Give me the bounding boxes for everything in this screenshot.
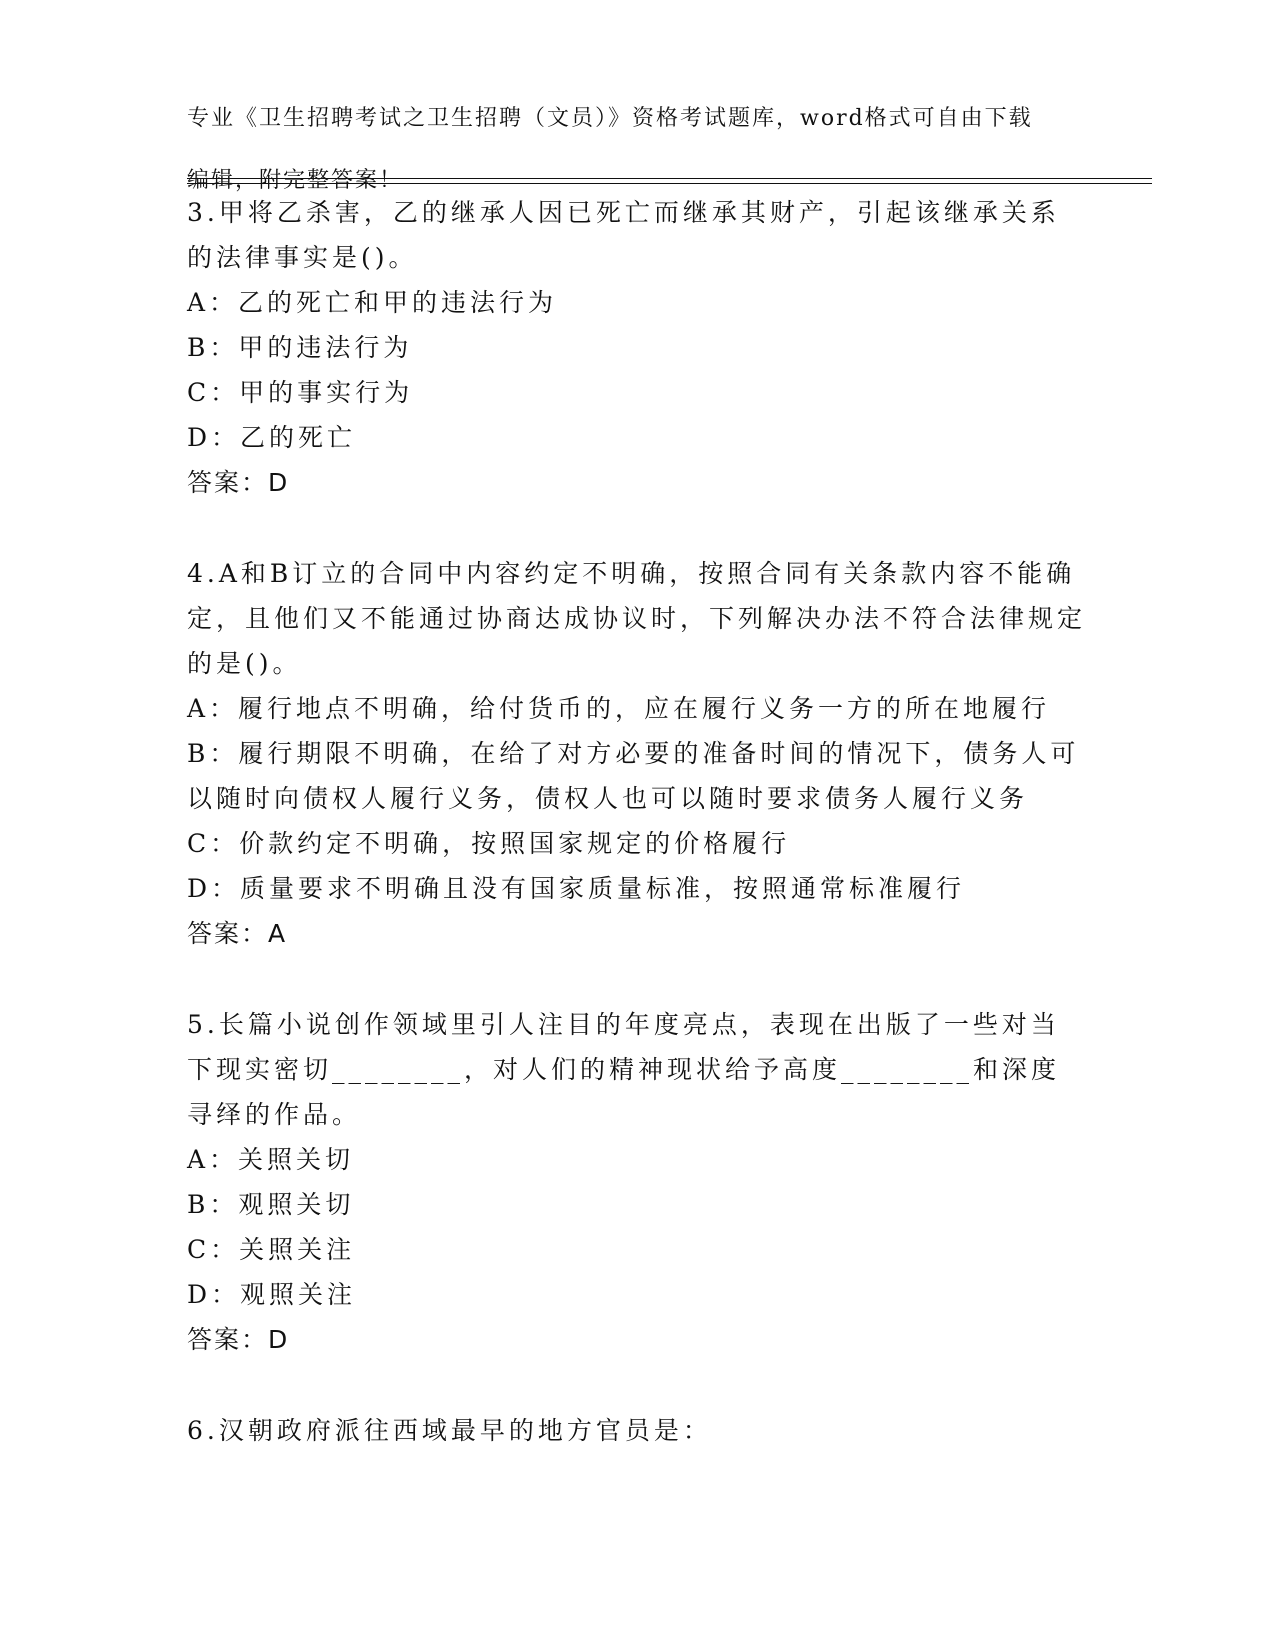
answer-label: 答案：A [187,919,288,948]
question-list [187,190,1087,1499]
option-b: B：观照关切 [187,1190,355,1219]
header-divider-bottom [187,183,1152,184]
header-line-2: 编辑，附完整答案！ [187,168,404,193]
option-a: A：履行地点不明确，给付货币的，应在履行义务一方的所在地履行 [187,694,1051,723]
option-c: C：甲的事实行为 [187,378,414,407]
answer-label: 答案：D [187,1325,290,1354]
question-6 [187,1408,1087,1453]
option-c: C：价款约定不明确，按照国家规定的价格履行 [187,829,791,858]
option-d: D：观照关注 [187,1280,357,1309]
option-d: D：质量要求不明确且没有国家质量标准，按照通常标准履行 [187,874,966,903]
option-b: B：甲的违法行为 [187,333,413,362]
option-b: B：履行期限不明确，在给了对方必要的准备时间的情况下，债务人可以随时向债权人履行义务，债权人也可以随时要求债务人履行义务 [187,739,1080,813]
option-c: C：关照关注 [187,1235,356,1264]
option-a: A：关照关切 [187,1145,355,1174]
header-divider-top [187,178,1152,179]
answer-label: 答案：D [187,468,290,497]
question-text: 5.长篇小说创作领域里引人注目的年度亮点，表现在出版了一些对当下现实密切________，对人们的精神现状给予高度________和深度寻绎的作品。 [187,1010,1061,1129]
question-text: 3.甲将乙杀害，乙的继承人因已死亡而继承其财产，引起该继承关系的法律事实是()。 [187,198,1060,272]
option-d: D：乙的死亡 [187,423,357,452]
question-text: 4.A和B订立的合同中内容约定不明确，按照合同有关条款内容不能确定，且他们又不能通过协商达成协议时，下列解决办法不符合法律规定的是()。 [187,559,1087,678]
question-3 [187,190,1087,505]
question-text: 6.汉朝政府派往西域最早的地方官员是： [187,1416,712,1445]
header-line-1: 专业《卫生招聘考试之卫生招聘（文员）》资格考试题库，word格式可自由下载 [187,106,1033,131]
question-5 [187,1002,1087,1362]
question-4 [187,551,1087,956]
option-a: A：乙的死亡和甲的违法行为 [187,288,558,317]
